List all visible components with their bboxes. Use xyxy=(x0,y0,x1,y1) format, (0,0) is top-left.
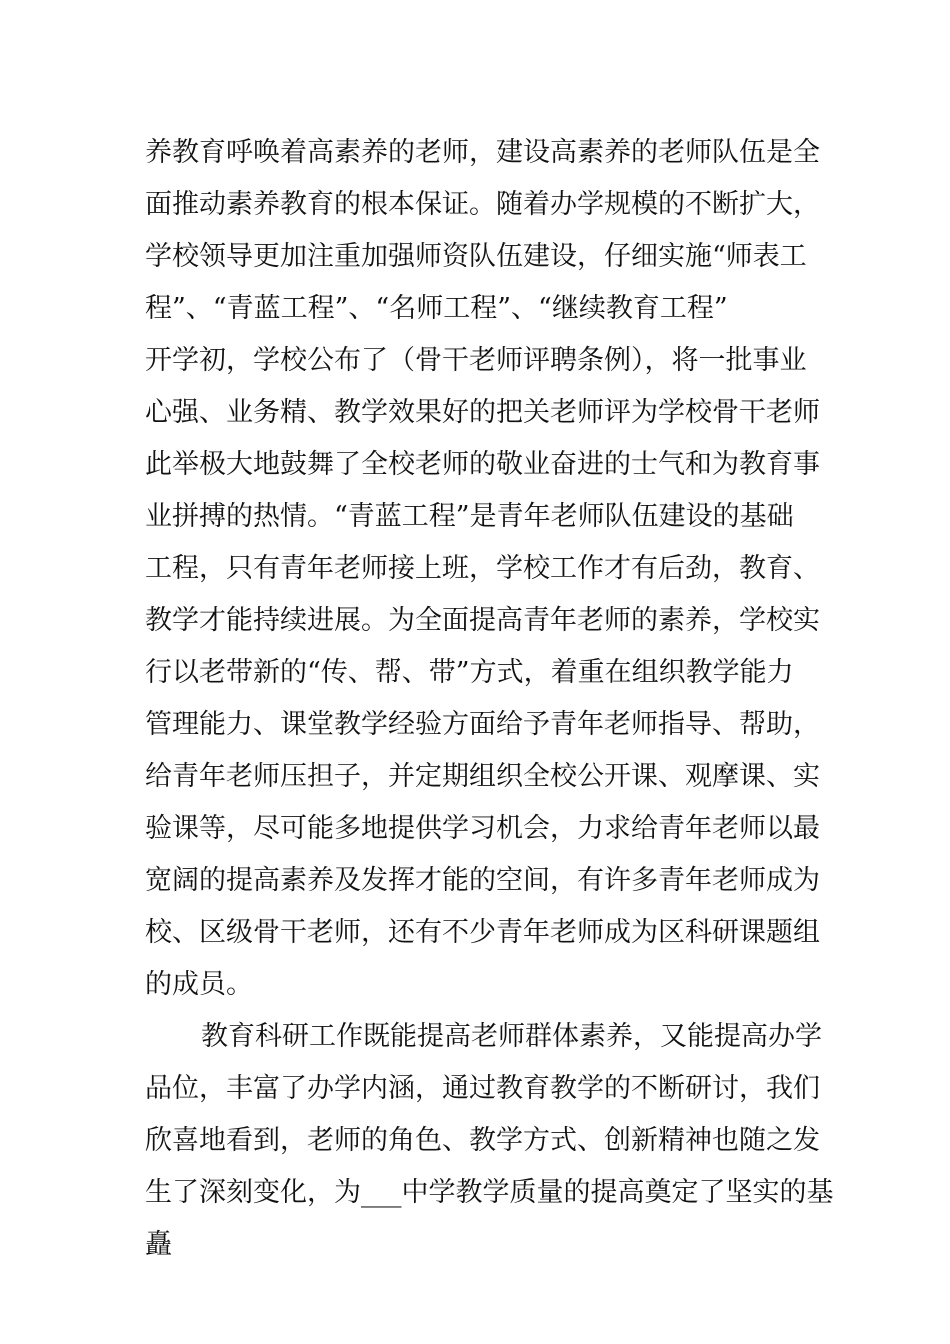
text-line: 欣喜地看到，老师的角色、教学方式、创新精神也随之发 xyxy=(145,1125,820,1156)
text-line: 行以老带新的“传、帮、带”方式，着重在组织教学能力 xyxy=(145,657,794,688)
text-line: 开学初，学校公布了（骨干老师评聘条例），将一批事业 xyxy=(145,345,807,376)
text-line: 心强、业务精、教学效果好的把关老师评为学校骨干老师 xyxy=(145,397,820,428)
text-line: 管理能力、课堂教学经验方面给予青年老师指导、帮助， xyxy=(145,709,820,740)
text-line: 给青年老师压担子，并定期组织全校公开课、观摩课、实 xyxy=(145,761,820,792)
text-line: 校、区级骨干老师，还有不少青年老师成为区科研课题组 xyxy=(145,917,820,948)
text-line: 业拼搏的热情。“青蓝工程”是青年老师队伍建设的基础 xyxy=(145,501,794,532)
text-line: 程”、“青蓝工程”、“名师工程”、“继续教育工程” xyxy=(145,293,728,324)
paragraph-2 xyxy=(145,1011,834,1271)
text-line: 此举极大地鼓舞了全校老师的敬业奋进的士气和为教育事 xyxy=(145,449,820,480)
text-line: 教育科研工作既能提高老师群体素养，又能提高办学 xyxy=(201,1021,822,1052)
text-line: 生了深刻变化，为___中学教学质量的提高奠定了坚实的基 xyxy=(145,1177,834,1208)
text-line: 教学才能持续进展。为全面提高青年老师的素养，学校实 xyxy=(145,605,820,636)
text-line: 养教育呼唤着高素养的老师，建设高素养的老师队伍是全 xyxy=(145,137,820,168)
text-line: 的成员。 xyxy=(145,969,253,1000)
text-line: 矗 xyxy=(145,1229,172,1260)
text-line: 验课等，尽可能多地提供学习机会，力求给青年老师以最 xyxy=(145,813,820,844)
text-line: 品位，丰富了办学内涵，通过教育教学的不断研讨，我们 xyxy=(145,1073,820,1104)
document-body xyxy=(145,127,834,1271)
text-line: 工程，只有青年老师接上班，学校工作才有后劲，教育、 xyxy=(145,553,820,584)
text-line: 宽阔的提高素养及发挥才能的空间，有许多青年老师成为 xyxy=(145,865,820,896)
text-line: 学校领导更加注重加强师资队伍建设，仔细实施“师表工 xyxy=(145,241,807,272)
text-line: 面推动素养教育的根本保证。随着办学规模的不断扩大， xyxy=(145,189,820,220)
paragraph-1 xyxy=(145,127,820,1011)
